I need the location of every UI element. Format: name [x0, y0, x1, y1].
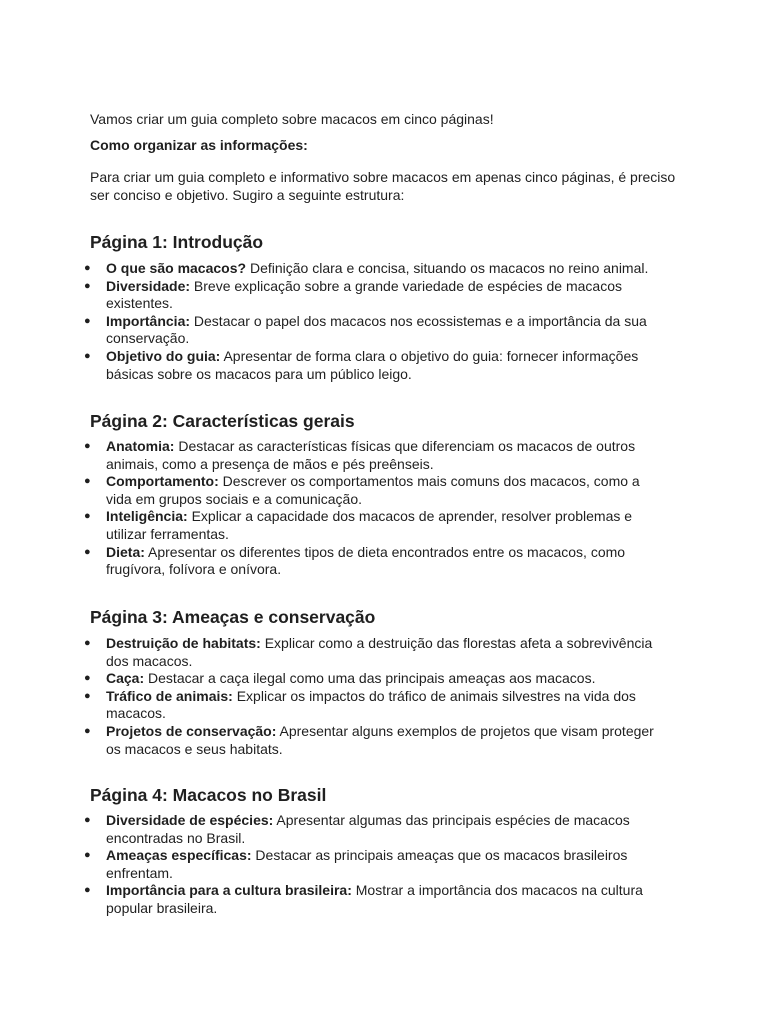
- list-item: [0, 882, 666, 917]
- list-item: [0, 688, 666, 723]
- intro-line: Vamos criar um guia completo sobre macacos em cinco páginas!: [90, 111, 494, 127]
- section-title-page-4: Página 4: Macacos no Brasil: [90, 785, 327, 805]
- item-key: Diversidade de espécies:: [106, 812, 274, 828]
- intro-subheading: Como organizar as informações:: [90, 137, 308, 153]
- bullet-icon: ●: [84, 510, 91, 523]
- item-key: Diversidade:: [106, 277, 191, 294]
- bullet-icon: ●: [84, 545, 91, 558]
- section-list-page-4: [0, 812, 768, 918]
- section-list-page-3: [0, 635, 768, 758]
- item-key: Projetos de conservação:: [106, 722, 277, 739]
- list-item: [0, 473, 666, 508]
- intro-paragraph: Para criar um guia completo e informativo sobre macacos em apenas cinco páginas, é preciso ser conciso e objetivo. Sugiro a seguinte estrutura:: [90, 169, 676, 203]
- item-text: Apresentar os diferentes tipos de dieta encontrados entre os macacos, como frugívora, folívora e onívora.: [106, 543, 626, 578]
- bullet-icon: ●: [84, 314, 91, 327]
- list-item: [0, 313, 666, 348]
- list-item: [0, 508, 666, 543]
- section-title-page-1: Página 1: Introdução: [90, 232, 264, 252]
- item-text: Descrever os comportamentos mais comuns dos macacos, como a vida em grupos sociais e a comunicação.: [106, 473, 640, 507]
- list-item: [0, 438, 666, 473]
- list-item: [0, 544, 666, 579]
- bullet-icon: ●: [84, 672, 91, 685]
- item-key: Objetivo do guia:: [106, 347, 221, 364]
- item-key: Comportamento:: [106, 473, 219, 490]
- list-item: [0, 723, 666, 758]
- bullet-icon: ●: [84, 349, 91, 362]
- bullet-icon: ●: [84, 884, 91, 897]
- item-key: Dieta:: [106, 543, 145, 560]
- item-text: Breve explicação sobre a grande variedade de espécies de macacos existentes.: [106, 277, 622, 312]
- bullet-icon: ●: [84, 262, 91, 274]
- item-key: O que são macacos?: [106, 260, 247, 276]
- item-key: Tráfico de animais:: [106, 687, 233, 704]
- item-text: Destacar o papel dos macacos nos ecossistemas e a importância da sua conservação.: [106, 312, 647, 347]
- item-text: Destacar as principais ameaças que os macacos brasileiros enfrentam.: [106, 847, 628, 881]
- item-key: Caça:: [106, 670, 145, 687]
- list-item: [0, 348, 666, 383]
- item-text: Explicar como a destruição das florestas afeta a sobrevivência dos macacos.: [106, 635, 653, 669]
- section-list-page-1: [0, 260, 768, 383]
- item-text: Apresentar algumas das principais espécies de macacos encontradas no Brasil.: [106, 812, 630, 846]
- item-text: Explicar a capacidade dos macacos de aprender, resolver problemas e utilizar ferramentas.: [106, 508, 633, 542]
- item-text: Mostrar a importância dos macacos na cultura popular brasileira.: [106, 882, 643, 916]
- list-item: [0, 260, 666, 278]
- bullet-icon: ●: [84, 849, 91, 862]
- item-text: Destacar as características físicas que diferenciam os macacos de outros animais, como a presença de mãos e pés preênseis.: [106, 438, 636, 472]
- section-list-page-2: [0, 438, 768, 579]
- list-item: [0, 278, 666, 313]
- item-text: Explicar os impactos do tráfico de animais silvestres na vida dos macacos.: [106, 687, 636, 722]
- item-key: Ameaças específicas:: [106, 847, 252, 864]
- item-text: Apresentar alguns exemplos de projetos que visam proteger os macacos e seus habitats.: [106, 722, 654, 757]
- section-title-page-2: Página 2: Características gerais: [90, 411, 355, 431]
- item-text: Apresentar de forma clara o objetivo do guia: fornecer informações básicas sobre os macacos para um público leigo.: [106, 347, 639, 382]
- bullet-icon: ●: [84, 814, 91, 826]
- list-item: [0, 635, 666, 670]
- item-text: Definição clara e concisa, situando os macacos no reino animal.: [246, 260, 649, 276]
- item-key: Inteligência:: [106, 508, 188, 525]
- item-key: Importância para a cultura brasileira:: [106, 882, 352, 899]
- item-key: Importância:: [106, 312, 191, 329]
- section-title-page-3: Página 3: Ameaças e conservação: [90, 607, 376, 627]
- item-key: Anatomia:: [106, 438, 175, 454]
- bullet-icon: ●: [84, 475, 91, 488]
- list-item: [0, 670, 666, 688]
- bullet-icon: ●: [84, 440, 91, 452]
- list-item: [0, 812, 666, 847]
- bullet-icon: ●: [84, 279, 91, 292]
- bullet-icon: ●: [84, 724, 91, 737]
- item-key: Destruição de habitats:: [106, 635, 261, 651]
- bullet-icon: ●: [84, 689, 91, 702]
- item-text: Destacar a caça ilegal como uma das principais ameaças aos macacos.: [144, 670, 596, 687]
- bullet-icon: ●: [84, 637, 91, 649]
- list-item: [0, 847, 666, 882]
